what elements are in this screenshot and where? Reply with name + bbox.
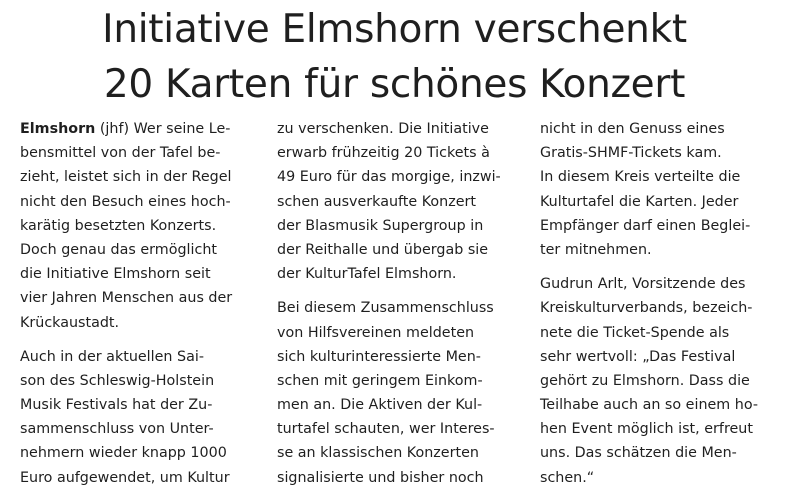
text-line: Kreiskulturverbands, bezeich-: [540, 300, 753, 317]
text-line: nehmern wieder knapp 1000: [20, 445, 227, 462]
text-line: Kulturtafel die Karten. Jeder: [540, 193, 739, 210]
text-line: schen mit geringem Einkom-: [277, 372, 483, 389]
text-line: Doch genau das ermöglicht: [20, 241, 217, 258]
text-line: vier Jahren Menschen aus der: [20, 290, 233, 307]
paragraph-gap: [20, 335, 256, 345]
text-line: hen Event möglich ist, erfreut: [540, 421, 753, 438]
text-line: nicht den Besuch eines hoch-: [20, 193, 231, 210]
text-line: [20, 117, 256, 141]
text-line: erwarb frühzeitig 20 Tickets à: [277, 145, 490, 162]
text-line: ter mitnehmen.: [540, 241, 652, 258]
paragraph-gap: [277, 286, 520, 296]
paragraph: [277, 117, 520, 286]
text-line: der Blasmusik Supergroup in: [277, 217, 484, 234]
dateline: Elmshorn: [20, 121, 96, 137]
text-line: Gratis-SHMF-Tickets kam.: [540, 145, 722, 162]
text-line: schen ausverkaufte Konzert: [277, 193, 477, 210]
article-headline: [0, 2, 789, 112]
text-line: Teilhabe auch an so einem ho-: [540, 397, 759, 414]
text-line: sehr wertvoll: „Das Festival: [540, 348, 736, 365]
text-line: karätig besetzten Konzerts.: [20, 217, 217, 234]
text-line: zu verschenken. Die Initiative: [277, 121, 489, 137]
text-line: turtafel schauten, wer Interes-: [277, 421, 495, 438]
text-line: von Hilfsvereinen meldeten: [277, 324, 475, 341]
paragraph: [540, 272, 775, 490]
text-line: Auch in der aktuellen Sai-: [20, 348, 204, 365]
text-column-3: [540, 117, 775, 490]
text-line: bensmittel von der Tafel be-: [20, 145, 221, 162]
text-line: In diesem Kreis verteilte die: [540, 169, 741, 186]
text-line: die Initiative Elmshorn seit: [20, 266, 211, 283]
text-line: nete die Ticket-Spende als: [540, 324, 730, 341]
text-line: sich kulturinteressierte Men-: [277, 348, 481, 365]
text-line: Gudrun Arlt, Vorsitzende des: [540, 276, 746, 293]
paragraph: [20, 345, 256, 490]
text-column-1: [20, 117, 256, 490]
headline-line: 20 Karten für schönes Konzert: [103, 62, 686, 107]
text-line: men an. Die Aktiven der Kul-: [277, 397, 483, 414]
paragraph: [277, 296, 520, 490]
text-line: zieht, leistet sich in der Regel: [20, 169, 232, 186]
text-line: signalisierte und bisher noch: [277, 469, 484, 486]
text-line: Euro aufgewendet, um Kultur: [20, 469, 230, 486]
paragraph: [540, 117, 775, 262]
text-line: uns. Das schätzen die Men-: [540, 445, 737, 462]
text-line: Bei diesem Zusammenschluss: [277, 300, 494, 317]
text-line: Empfänger darf einen Beglei-: [540, 217, 751, 234]
text-line: schen.“: [540, 469, 595, 486]
text-column-2: [277, 117, 520, 490]
text-line-rest: (jhf) Wer seine Le-: [95, 121, 231, 137]
text-line: Musik Festivals hat der Zu-: [20, 397, 213, 414]
paragraph: [20, 117, 256, 335]
text-line: der Reithalle und übergab sie: [277, 241, 489, 258]
text-line: son des Schleswig-Holstein: [20, 372, 215, 389]
text-line: sammenschluss von Unter-: [20, 421, 214, 438]
text-line: 49 Euro für das morgige, inzwi-: [277, 169, 501, 186]
text-line: se an klassischen Konzerten: [277, 445, 479, 462]
text-line: Krückaustadt.: [20, 314, 120, 331]
text-line: gehört zu Elmshorn. Dass die: [540, 372, 750, 389]
headline-line: Initiative Elmshorn verschenkt: [102, 7, 687, 52]
paragraph-gap: [540, 262, 775, 272]
text-line: der KulturTafel Elmshorn.: [277, 266, 457, 283]
text-line: nicht in den Genuss eines: [540, 121, 725, 137]
